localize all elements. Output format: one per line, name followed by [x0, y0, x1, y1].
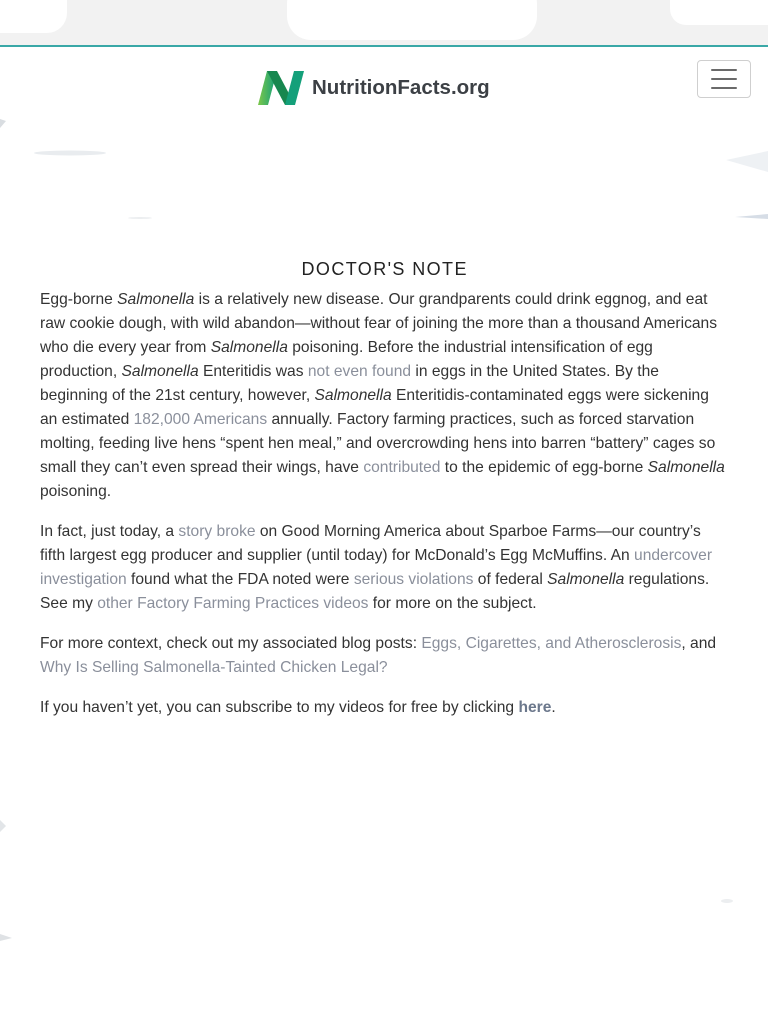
- decor-shape: [726, 151, 768, 172]
- link-salmonella-tainted-chicken-post[interactable]: Why Is Selling Salmonella-Tainted Chicken Legal?: [40, 659, 388, 676]
- text-run: of federal: [473, 571, 548, 588]
- doctors-note: [40, 257, 728, 736]
- doctors-note-title: DOCTOR'S NOTE: [301, 259, 468, 279]
- nutritionfacts-n-logo-icon: [258, 71, 304, 105]
- link-contributed[interactable]: contributed: [363, 459, 441, 476]
- text-run: , and: [681, 635, 717, 652]
- top-strip-shape: [287, 0, 537, 40]
- text-run: poisoning. Before the industrial intensification of egg production,: [40, 339, 653, 380]
- top-strip-shape: [670, 0, 768, 25]
- hamburger-menu-icon: [711, 87, 737, 89]
- link-factory-farming-videos[interactable]: other Factory Farming Practices videos: [97, 595, 369, 612]
- text-run: For more context, check out my associated blog posts:: [40, 635, 422, 652]
- text-run: to the epidemic of egg-borne: [440, 459, 648, 476]
- text-run: If you haven’t yet, you can subscribe to my videos for free by clicking: [40, 699, 519, 716]
- decor-shape: [735, 214, 768, 219]
- text-run: found what the FDA noted were: [126, 571, 354, 588]
- text-run: Enteritidis was: [198, 363, 308, 380]
- italic-term: Salmonella: [117, 291, 195, 308]
- link-story-broke[interactable]: story broke: [178, 523, 256, 540]
- decor-shape: [128, 217, 152, 219]
- text-run: Enteritidis-contaminated eggs were sickening an estimated: [40, 387, 709, 428]
- text-run: In fact, just today, a: [40, 523, 179, 540]
- paragraph: [40, 696, 728, 720]
- link-eggs-cigarettes-atherosclerosis-post[interactable]: Eggs, Cigarettes, and Atherosclerosis: [421, 635, 682, 652]
- link-182000-americans[interactable]: 182,000 Americans: [133, 411, 268, 428]
- site-logo[interactable]: [258, 70, 490, 105]
- hamburger-menu-icon: [711, 69, 737, 71]
- text-run: in eggs in the United States. By the beginning of the 21st century, however,: [40, 363, 659, 404]
- decor-shape: [721, 899, 733, 903]
- paragraph: [40, 632, 728, 680]
- text-run: regulations. See my: [40, 571, 710, 612]
- text-run: .: [551, 699, 556, 716]
- link-not-even-found[interactable]: not even found: [307, 363, 412, 380]
- text-run: on Good Morning America about Sparboe Farms—our country’s fifth largest egg producer and supplier (until today) for McDonald’s Egg McMuffins. An: [40, 523, 701, 564]
- italic-term: Salmonella: [547, 571, 625, 588]
- italic-term: Salmonella: [121, 363, 199, 380]
- top-strip: [0, 0, 768, 45]
- text-run: poisoning.: [40, 483, 112, 500]
- text-run: for more on the subject.: [368, 595, 537, 612]
- menu-button[interactable]: [697, 60, 751, 98]
- link-serious-violations[interactable]: serious violations: [353, 571, 474, 588]
- decor-shape: [0, 934, 12, 941]
- paragraph: [40, 520, 728, 616]
- link-subscribe-here[interactable]: here: [518, 699, 552, 716]
- link-undercover-investigation[interactable]: undercover investigation: [40, 547, 713, 588]
- text-run: annually. Factory farming practices, such as forced starvation molting, feeding live hens “spent hen meal,” and overcrowding hens into barren “battery” cages so small they can’t even spread their wings, have: [40, 411, 716, 476]
- decor-shape: [0, 820, 6, 832]
- hamburger-menu-icon: [711, 78, 737, 80]
- site-header: [0, 47, 768, 127]
- decor-shape: [34, 151, 106, 156]
- italic-term: Salmonella: [647, 459, 725, 476]
- text-run: Egg-borne: [40, 291, 118, 308]
- italic-term: Salmonella: [314, 387, 392, 404]
- italic-term: Salmonella: [210, 339, 288, 356]
- text-run: is a relatively new disease. Our grandparents could drink eggnog, and eat raw cookie dough, with wild abandon—without fear of joining the more than a thousand Americans who die every year from: [40, 291, 718, 356]
- paragraph: [40, 288, 728, 504]
- logo-text: NutritionFacts.org: [312, 76, 490, 99]
- top-strip-shape: [0, 0, 67, 33]
